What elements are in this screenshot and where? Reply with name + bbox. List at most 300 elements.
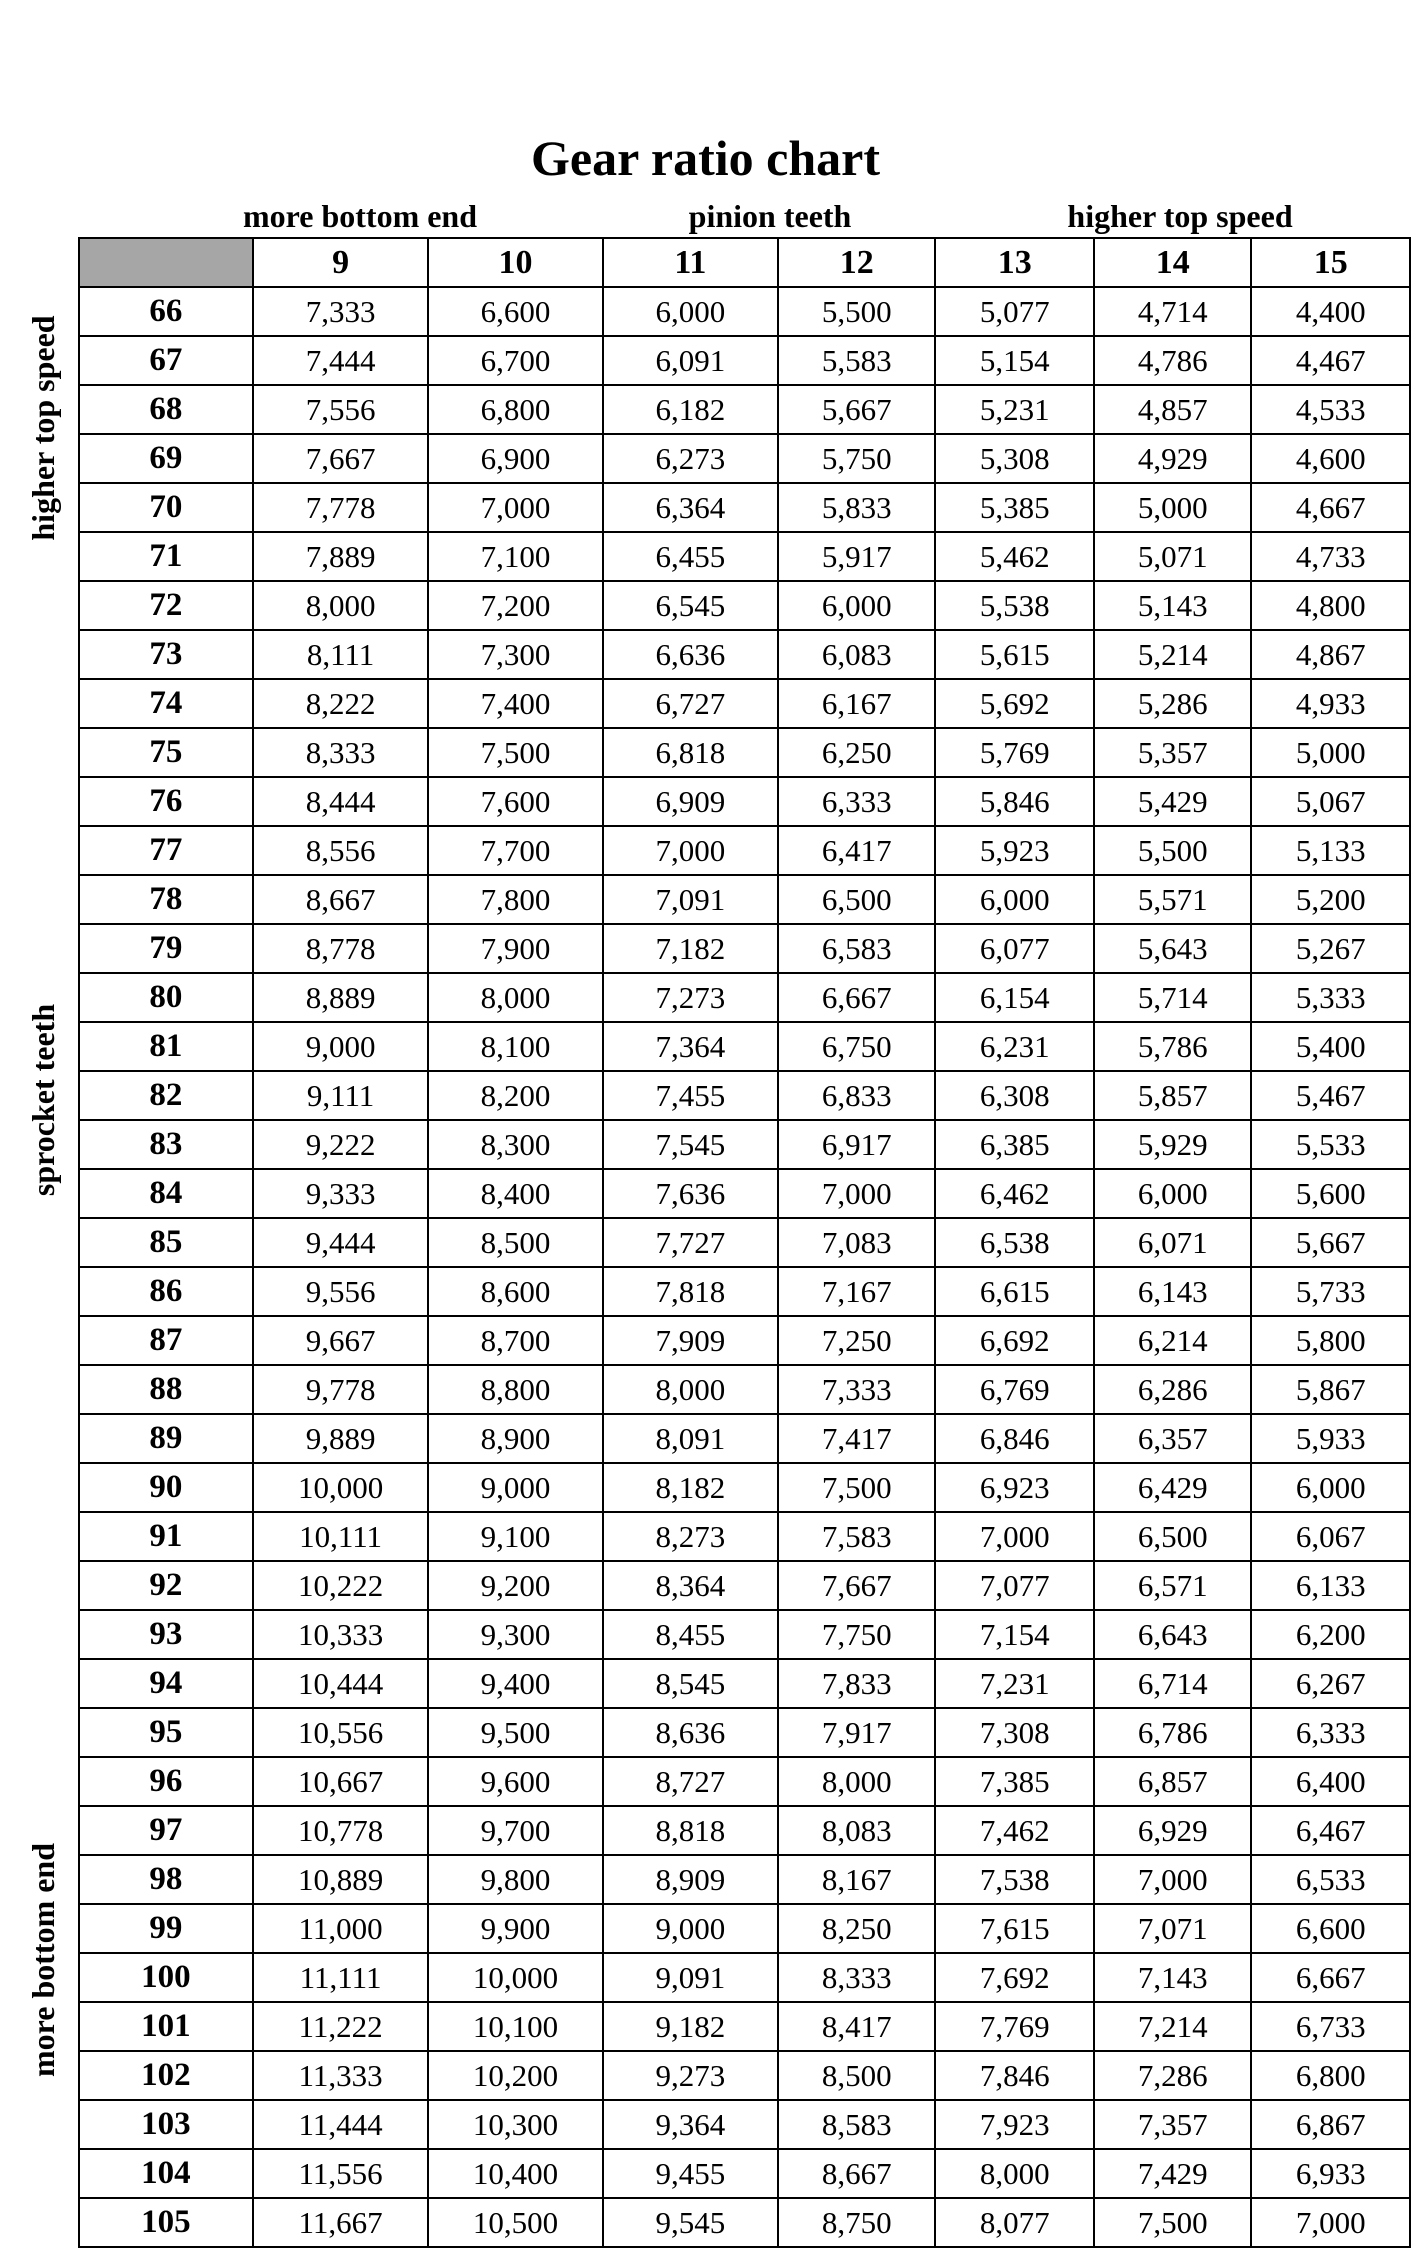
ratio-cell: 7,400 [428, 679, 602, 728]
ratio-cell: 8,556 [253, 826, 428, 875]
ratio-cell: 7,385 [935, 1757, 1093, 1806]
ratio-cell: 6,786 [1094, 1708, 1252, 1757]
table-row [79, 1218, 1410, 1267]
ratio-cell: 6,083 [778, 630, 936, 679]
ratio-cell: 5,867 [1251, 1365, 1410, 1414]
ratio-cell: 6,250 [778, 728, 936, 777]
row-header: 87 [79, 1316, 253, 1365]
ratio-cell: 4,929 [1094, 434, 1252, 483]
ratio-cell: 10,100 [428, 2002, 602, 2051]
ratio-cell: 7,182 [603, 924, 778, 973]
ratio-cell: 6,667 [778, 973, 936, 1022]
table-row [79, 973, 1410, 1022]
ratio-cell: 6,154 [935, 973, 1093, 1022]
table-row [79, 336, 1410, 385]
ratio-cell: 8,250 [778, 1904, 936, 1953]
ratio-cell: 4,600 [1251, 434, 1410, 483]
ratio-cell: 7,500 [428, 728, 602, 777]
ratio-cell: 5,077 [935, 287, 1093, 336]
ratio-cell: 5,533 [1251, 1120, 1410, 1169]
row-header: 96 [79, 1757, 253, 1806]
table-row [79, 1953, 1410, 2002]
ratio-cell: 6,667 [1251, 1953, 1410, 2002]
ratio-cell: 9,455 [603, 2149, 778, 2198]
ratio-cell: 8,333 [253, 728, 428, 777]
ratio-cell: 10,889 [253, 1855, 428, 1904]
ratio-cell: 7,667 [253, 434, 428, 483]
row-header: 73 [79, 630, 253, 679]
ratio-cell: 6,533 [1251, 1855, 1410, 1904]
ratio-cell: 6,615 [935, 1267, 1093, 1316]
ratio-cell: 9,200 [428, 1561, 602, 1610]
ratio-cell: 8,300 [428, 1120, 602, 1169]
ratio-cell: 8,364 [603, 1561, 778, 1610]
column-group-label-pinion-teeth: pinion teeth [688, 198, 852, 234]
ratio-cell: 6,273 [603, 434, 778, 483]
row-header: 98 [79, 1855, 253, 1904]
ratio-cell: 7,444 [253, 336, 428, 385]
row-header: 81 [79, 1022, 253, 1071]
ratio-cell: 7,833 [778, 1659, 936, 1708]
ratio-cell: 8,077 [935, 2198, 1093, 2247]
ratio-cell: 5,933 [1251, 1414, 1410, 1463]
ratio-cell: 6,067 [1251, 1512, 1410, 1561]
ratio-cell: 8,000 [935, 2149, 1093, 2198]
ratio-cell: 4,733 [1251, 532, 1410, 581]
ratio-cell: 5,400 [1251, 1022, 1410, 1071]
ratio-cell: 5,000 [1251, 728, 1410, 777]
row-header: 104 [79, 2149, 253, 2198]
ratio-cell: 8,900 [428, 1414, 602, 1463]
row-group-label-bottom-end: more bottom end [25, 1842, 61, 2078]
row-header: 71 [79, 532, 253, 581]
ratio-cell: 6,818 [603, 728, 778, 777]
table-row [79, 1904, 1410, 1953]
table-row [79, 777, 1410, 826]
table-row [79, 483, 1410, 532]
ratio-cell: 7,308 [935, 1708, 1093, 1757]
ratio-cell: 5,214 [1094, 630, 1252, 679]
ratio-cell: 5,500 [778, 287, 936, 336]
ratio-cell: 10,111 [253, 1512, 428, 1561]
ratio-cell: 6,600 [1251, 1904, 1410, 1953]
ratio-cell: 8,600 [428, 1267, 602, 1316]
table-row [79, 1169, 1410, 1218]
row-group-label-sprocket-teeth: sprocket teeth [25, 1003, 61, 1197]
ratio-cell: 7,091 [603, 875, 778, 924]
table-row [79, 2100, 1410, 2149]
ratio-cell: 4,857 [1094, 385, 1252, 434]
ratio-cell: 11,556 [253, 2149, 428, 2198]
ratio-cell: 7,083 [778, 1218, 936, 1267]
ratio-cell: 6,000 [1094, 1169, 1252, 1218]
ratio-cell: 8,583 [778, 2100, 936, 2149]
ratio-cell: 6,200 [1251, 1610, 1410, 1659]
ratio-cell: 7,167 [778, 1267, 936, 1316]
ratio-cell: 8,333 [778, 1953, 936, 2002]
corner-cell [79, 238, 253, 287]
table-row [79, 385, 1410, 434]
ratio-cell: 9,091 [603, 1953, 778, 2002]
ratio-cell: 5,667 [1251, 1218, 1410, 1267]
ratio-cell: 6,583 [778, 924, 936, 973]
ratio-cell: 6,933 [1251, 2149, 1410, 2198]
ratio-cell: 6,077 [935, 924, 1093, 973]
row-header: 88 [79, 1365, 253, 1414]
ratio-cell: 7,000 [935, 1512, 1093, 1561]
row-header: 105 [79, 2198, 253, 2247]
ratio-cell: 7,818 [603, 1267, 778, 1316]
ratio-cell: 6,909 [603, 777, 778, 826]
ratio-cell: 8,500 [428, 1218, 602, 1267]
table-row [79, 581, 1410, 630]
row-header: 80 [79, 973, 253, 1022]
ratio-cell: 10,556 [253, 1708, 428, 1757]
ratio-cell: 7,500 [1094, 2198, 1252, 2247]
ratio-cell: 6,700 [428, 336, 602, 385]
ratio-cell: 8,800 [428, 1365, 602, 1414]
ratio-cell: 6,636 [603, 630, 778, 679]
ratio-cell: 7,692 [935, 1953, 1093, 2002]
column-group-label-bottom-end: more bottom end [242, 198, 478, 234]
row-header: 97 [79, 1806, 253, 1855]
ratio-cell: 9,273 [603, 2051, 778, 2100]
ratio-cell: 7,917 [778, 1708, 936, 1757]
row-group-label-top-speed: higher top speed [25, 315, 61, 541]
ratio-cell: 11,444 [253, 2100, 428, 2149]
ratio-cell: 5,750 [778, 434, 936, 483]
ratio-cell: 7,750 [778, 1610, 936, 1659]
table-row [79, 1659, 1410, 1708]
ratio-cell: 6,857 [1094, 1757, 1252, 1806]
ratio-cell: 8,889 [253, 973, 428, 1022]
ratio-cell: 8,167 [778, 1855, 936, 1904]
table-body [79, 287, 1410, 2247]
ratio-cell: 5,929 [1094, 1120, 1252, 1169]
ratio-cell: 7,846 [935, 2051, 1093, 2100]
ratio-cell: 9,333 [253, 1169, 428, 1218]
ratio-cell: 7,143 [1094, 1953, 1252, 2002]
ratio-cell: 6,538 [935, 1218, 1093, 1267]
ratio-cell: 7,077 [935, 1561, 1093, 1610]
ratio-cell: 7,000 [1251, 2198, 1410, 2247]
ratio-cell: 7,333 [778, 1365, 936, 1414]
ratio-cell: 7,000 [1094, 1855, 1252, 1904]
ratio-cell: 10,000 [428, 1953, 602, 2002]
table-row [79, 2149, 1410, 2198]
ratio-cell: 6,692 [935, 1316, 1093, 1365]
ratio-cell: 6,267 [1251, 1659, 1410, 1708]
table-row [79, 1316, 1410, 1365]
ratio-cell: 7,538 [935, 1855, 1093, 1904]
ratio-cell: 5,385 [935, 483, 1093, 532]
row-header: 84 [79, 1169, 253, 1218]
ratio-cell: 6,143 [1094, 1267, 1252, 1316]
ratio-cell: 8,455 [603, 1610, 778, 1659]
ratio-cell: 8,000 [253, 581, 428, 630]
header-row [79, 238, 1410, 287]
column-header: 12 [778, 238, 936, 287]
table-row [79, 1365, 1410, 1414]
ratio-cell: 5,133 [1251, 826, 1410, 875]
ratio-cell: 8,100 [428, 1022, 602, 1071]
ratio-cell: 5,357 [1094, 728, 1252, 777]
ratio-cell: 8,000 [603, 1365, 778, 1414]
ratio-cell: 5,615 [935, 630, 1093, 679]
ratio-cell: 5,538 [935, 581, 1093, 630]
table-row [79, 1022, 1410, 1071]
ratio-cell: 6,727 [603, 679, 778, 728]
ratio-cell: 7,455 [603, 1071, 778, 1120]
row-header: 91 [79, 1512, 253, 1561]
ratio-cell: 6,846 [935, 1414, 1093, 1463]
ratio-cell: 4,400 [1251, 287, 1410, 336]
ratio-cell: 11,333 [253, 2051, 428, 2100]
ratio-cell: 7,909 [603, 1316, 778, 1365]
row-header: 75 [79, 728, 253, 777]
ratio-cell: 8,778 [253, 924, 428, 973]
ratio-cell: 5,769 [935, 728, 1093, 777]
ratio-cell: 7,600 [428, 777, 602, 826]
ratio-cell: 7,333 [253, 287, 428, 336]
ratio-cell: 7,583 [778, 1512, 936, 1561]
ratio-cell: 6,643 [1094, 1610, 1252, 1659]
ratio-cell: 8,273 [603, 1512, 778, 1561]
row-header: 77 [79, 826, 253, 875]
ratio-cell: 6,308 [935, 1071, 1093, 1120]
ratio-cell: 8,909 [603, 1855, 778, 1904]
ratio-cell: 5,923 [935, 826, 1093, 875]
ratio-cell: 6,000 [778, 581, 936, 630]
row-header: 83 [79, 1120, 253, 1169]
table-row [79, 1855, 1410, 1904]
ratio-cell: 5,200 [1251, 875, 1410, 924]
table-row [79, 1806, 1410, 1855]
ratio-cell: 7,154 [935, 1610, 1093, 1659]
row-header: 86 [79, 1267, 253, 1316]
row-header: 89 [79, 1414, 253, 1463]
ratio-cell: 7,636 [603, 1169, 778, 1218]
table-row [79, 1708, 1410, 1757]
ratio-cell: 6,455 [603, 532, 778, 581]
ratio-cell: 7,800 [428, 875, 602, 924]
ratio-cell: 7,900 [428, 924, 602, 973]
ratio-cell: 6,800 [428, 385, 602, 434]
row-header: 82 [79, 1071, 253, 1120]
table-row [79, 679, 1410, 728]
column-header: 10 [428, 238, 602, 287]
ratio-cell: 10,500 [428, 2198, 602, 2247]
ratio-cell: 8,222 [253, 679, 428, 728]
ratio-cell: 8,417 [778, 2002, 936, 2051]
ratio-cell: 6,769 [935, 1365, 1093, 1414]
row-header: 78 [79, 875, 253, 924]
row-header: 72 [79, 581, 253, 630]
ratio-cell: 6,833 [778, 1071, 936, 1120]
table-row [79, 287, 1410, 336]
ratio-cell: 8,750 [778, 2198, 936, 2247]
ratio-cell: 6,800 [1251, 2051, 1410, 2100]
ratio-cell: 8,500 [778, 2051, 936, 2100]
ratio-cell: 5,667 [778, 385, 936, 434]
row-header: 101 [79, 2002, 253, 2051]
ratio-cell: 7,889 [253, 532, 428, 581]
ratio-cell: 9,889 [253, 1414, 428, 1463]
ratio-cell: 5,067 [1251, 777, 1410, 826]
ratio-cell: 5,800 [1251, 1316, 1410, 1365]
ratio-cell: 9,364 [603, 2100, 778, 2149]
ratio-cell: 6,467 [1251, 1806, 1410, 1855]
ratio-cell: 5,071 [1094, 532, 1252, 581]
ratio-cell: 7,700 [428, 826, 602, 875]
ratio-cell: 8,545 [603, 1659, 778, 1708]
row-header: 103 [79, 2100, 253, 2149]
ratio-cell: 6,231 [935, 1022, 1093, 1071]
ratio-cell: 8,111 [253, 630, 428, 679]
row-header: 100 [79, 1953, 253, 2002]
table-row [79, 2002, 1410, 2051]
ratio-cell: 7,357 [1094, 2100, 1252, 2149]
ratio-cell: 9,800 [428, 1855, 602, 1904]
row-header: 95 [79, 1708, 253, 1757]
table-row [79, 924, 1410, 973]
table-row [79, 1463, 1410, 1512]
ratio-cell: 6,167 [778, 679, 936, 728]
ratio-cell: 4,800 [1251, 581, 1410, 630]
ratio-cell: 7,300 [428, 630, 602, 679]
ratio-cell: 6,923 [935, 1463, 1093, 1512]
ratio-cell: 6,400 [1251, 1757, 1410, 1806]
ratio-cell: 7,000 [778, 1169, 936, 1218]
row-header: 99 [79, 1904, 253, 1953]
ratio-cell: 8,667 [253, 875, 428, 924]
ratio-cell: 7,462 [935, 1806, 1093, 1855]
ratio-cell: 10,400 [428, 2149, 602, 2198]
ratio-cell: 7,727 [603, 1218, 778, 1267]
column-header: 14 [1094, 238, 1252, 287]
table-row [79, 630, 1410, 679]
ratio-cell: 6,417 [778, 826, 936, 875]
ratio-cell: 7,429 [1094, 2149, 1252, 2198]
ratio-cell: 10,300 [428, 2100, 602, 2149]
ratio-cell: 7,667 [778, 1561, 936, 1610]
table-row [79, 2198, 1410, 2247]
ratio-cell: 6,600 [428, 287, 602, 336]
ratio-cell: 7,200 [428, 581, 602, 630]
ratio-cell: 9,000 [253, 1022, 428, 1071]
ratio-cell: 5,733 [1251, 1267, 1410, 1316]
ratio-cell: 5,857 [1094, 1071, 1252, 1120]
ratio-cell: 6,917 [778, 1120, 936, 1169]
ratio-cell: 7,923 [935, 2100, 1093, 2149]
ratio-cell: 6,385 [935, 1120, 1093, 1169]
ratio-cell: 7,231 [935, 1659, 1093, 1708]
row-header: 102 [79, 2051, 253, 2100]
ratio-cell: 9,000 [428, 1463, 602, 1512]
table-row [79, 434, 1410, 483]
ratio-cell: 5,917 [778, 532, 936, 581]
ratio-cell: 4,714 [1094, 287, 1252, 336]
ratio-cell: 6,500 [1094, 1512, 1252, 1561]
column-group-label-top-speed: higher top speed [1067, 198, 1293, 234]
ratio-cell: 6,000 [935, 875, 1093, 924]
ratio-cell: 7,364 [603, 1022, 778, 1071]
row-header: 92 [79, 1561, 253, 1610]
ratio-cell: 11,667 [253, 2198, 428, 2247]
gear-ratio-table [78, 237, 1411, 2248]
ratio-cell: 5,467 [1251, 1071, 1410, 1120]
ratio-cell: 5,786 [1094, 1022, 1252, 1071]
ratio-cell: 9,222 [253, 1120, 428, 1169]
ratio-cell: 9,182 [603, 2002, 778, 2051]
ratio-cell: 5,267 [1251, 924, 1410, 973]
ratio-cell: 10,444 [253, 1659, 428, 1708]
ratio-cell: 5,692 [935, 679, 1093, 728]
ratio-cell: 9,444 [253, 1218, 428, 1267]
ratio-cell: 6,750 [778, 1022, 936, 1071]
ratio-cell: 9,300 [428, 1610, 602, 1659]
ratio-cell: 9,700 [428, 1806, 602, 1855]
ratio-cell: 7,769 [935, 2002, 1093, 2051]
ratio-cell: 8,091 [603, 1414, 778, 1463]
table-row [79, 1757, 1410, 1806]
table-row [79, 875, 1410, 924]
ratio-cell: 7,556 [253, 385, 428, 434]
ratio-cell: 8,000 [778, 1757, 936, 1806]
table-row [79, 1512, 1410, 1561]
ratio-cell: 6,000 [1251, 1463, 1410, 1512]
ratio-cell: 6,429 [1094, 1463, 1252, 1512]
ratio-cell: 9,000 [603, 1904, 778, 1953]
ratio-cell: 5,462 [935, 532, 1093, 581]
ratio-cell: 5,308 [935, 434, 1093, 483]
ratio-cell: 6,286 [1094, 1365, 1252, 1414]
ratio-cell: 6,714 [1094, 1659, 1252, 1708]
ratio-cell: 6,000 [603, 287, 778, 336]
ratio-cell: 9,667 [253, 1316, 428, 1365]
ratio-cell: 5,846 [935, 777, 1093, 826]
ratio-cell: 6,357 [1094, 1414, 1252, 1463]
ratio-cell: 9,500 [428, 1708, 602, 1757]
ratio-cell: 5,143 [1094, 581, 1252, 630]
table-row [79, 1071, 1410, 1120]
ratio-cell: 7,778 [253, 483, 428, 532]
row-header: 93 [79, 1610, 253, 1659]
ratio-cell: 11,000 [253, 1904, 428, 1953]
ratio-cell: 6,091 [603, 336, 778, 385]
ratio-cell: 9,900 [428, 1904, 602, 1953]
row-header: 74 [79, 679, 253, 728]
ratio-cell: 5,833 [778, 483, 936, 532]
ratio-cell: 5,643 [1094, 924, 1252, 973]
ratio-cell: 6,462 [935, 1169, 1093, 1218]
ratio-cell: 5,583 [778, 336, 936, 385]
ratio-cell: 6,333 [1251, 1708, 1410, 1757]
row-header: 90 [79, 1463, 253, 1512]
ratio-cell: 4,867 [1251, 630, 1410, 679]
ratio-cell: 5,231 [935, 385, 1093, 434]
ratio-cell: 10,000 [253, 1463, 428, 1512]
ratio-cell: 10,667 [253, 1757, 428, 1806]
ratio-cell: 5,500 [1094, 826, 1252, 875]
ratio-cell: 7,000 [428, 483, 602, 532]
ratio-cell: 8,700 [428, 1316, 602, 1365]
ratio-cell: 7,615 [935, 1904, 1093, 1953]
row-header: 85 [79, 1218, 253, 1267]
ratio-cell: 6,071 [1094, 1218, 1252, 1267]
ratio-cell: 7,286 [1094, 2051, 1252, 2100]
ratio-cell: 5,600 [1251, 1169, 1410, 1218]
